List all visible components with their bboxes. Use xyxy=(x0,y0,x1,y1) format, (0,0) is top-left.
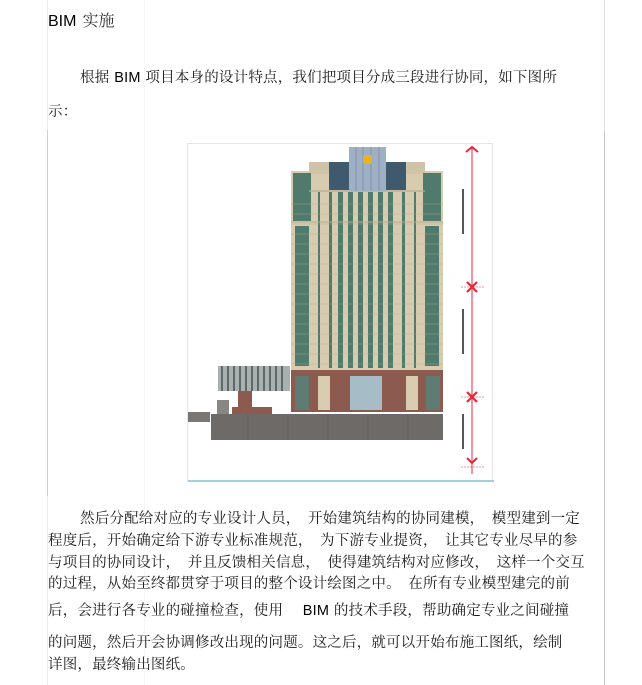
right-margin-line xyxy=(604,131,605,685)
body-line-1 xyxy=(80,509,580,529)
text-run: 程度后，开始确定给下游专业标准规范， 为下游专业提资， 让其它专业尽早的参 xyxy=(48,533,578,549)
section-heading xyxy=(48,10,114,33)
building-elevation-drawing xyxy=(188,144,494,483)
building-elevation-figure xyxy=(187,143,493,482)
left-margin-line xyxy=(47,130,48,496)
body-line-4 xyxy=(48,574,570,594)
text-run: 与项目的协同设计， 并且反馈相关信息， 使得建筑结构对应修改， 这样一个交互 xyxy=(48,555,585,571)
intro-line-1 xyxy=(80,68,557,88)
body-line-3 xyxy=(48,553,585,573)
text-run: 然后分配给对应的专业设计人员， 开始建筑结构的协同建模， 模型建到一定 xyxy=(80,511,580,527)
intro-line-2 xyxy=(48,102,77,122)
text-run: 的过程，从始至终都贯穿于项目的整个设计绘图之中。 在所有专业模型建完的前 xyxy=(48,576,570,592)
body-line-7 xyxy=(48,655,195,675)
text-run: 根据 xyxy=(80,70,115,86)
text-run: 后，会进行各专业的碰撞检查，使用 xyxy=(48,603,303,619)
right-margin-line xyxy=(604,0,605,131)
text-run: 的问题，然后开会协调修改出现的问题。这之后，就可以开始布施工图纸，绘制 xyxy=(48,635,563,651)
text-run: 详图，最终输出图纸。 xyxy=(48,657,195,673)
body-line-6 xyxy=(48,633,563,653)
heading-cjk: 实施 xyxy=(82,11,115,30)
text-run: 项目本身的设计特点，我们把项目分成三段进行协同，如下图所 xyxy=(140,70,558,86)
text-run-latin: BIM xyxy=(302,603,330,619)
body-line-2 xyxy=(48,531,577,551)
text-run-latin: BIM xyxy=(114,70,141,86)
text-run: 的技术手段，帮助确定专业之间碰撞 xyxy=(329,603,570,619)
heading-latin: BIM xyxy=(48,13,77,30)
body-line-5 xyxy=(48,601,569,621)
text-run: 示： xyxy=(48,104,78,120)
